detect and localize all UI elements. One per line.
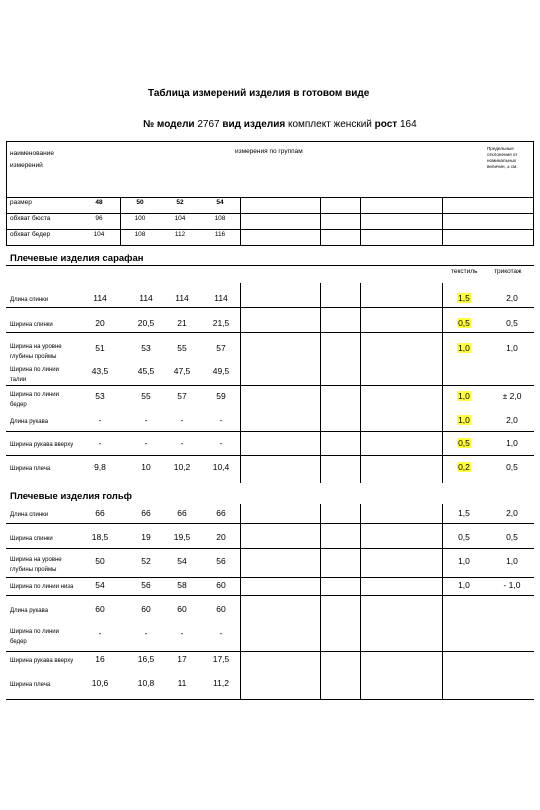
- size-row-value: 104: [174, 215, 186, 222]
- section2-grid-v: [360, 504, 361, 699]
- measure-value: 16,5: [137, 654, 155, 664]
- size-grid-bottom: [6, 245, 534, 246]
- product-kind-label: вид изделия: [222, 119, 286, 130]
- section2-grid-v: [240, 504, 241, 699]
- measure-label: [10, 320, 53, 330]
- measure-value: -: [144, 628, 148, 638]
- size-grid-v5: [442, 197, 443, 245]
- measure-value: -: [98, 438, 102, 448]
- size-row-value: 50: [136, 199, 144, 206]
- table-bottom-rule: [6, 699, 534, 700]
- tolerance-knit: 0,5: [506, 532, 518, 542]
- size-row-label: размер: [10, 199, 32, 206]
- measure-value: 47,5: [173, 366, 191, 376]
- measure-label: [10, 295, 48, 305]
- measure-label-line: Ширина по линии: [10, 367, 59, 373]
- section1-row-rule: [6, 431, 534, 432]
- header-tolerance: Предельные отклонения от номинальных величин, ± см.: [487, 146, 518, 169]
- size-row-value: 100: [134, 215, 146, 222]
- tolerance-knit: 1,0: [506, 556, 518, 566]
- measure-label-line: Ширина плеча: [10, 466, 51, 472]
- measure-value: 20,5: [137, 318, 155, 328]
- measure-label-line: талии: [10, 377, 27, 383]
- model-number: 2767: [197, 119, 220, 130]
- measure-label: [10, 365, 59, 385]
- section1-row-rule: [6, 307, 534, 308]
- section2-row-rule: [6, 523, 534, 524]
- tolerance-knit: 2,0: [506, 508, 518, 518]
- measure-label: [10, 680, 50, 690]
- tolerance-knit: 1,0: [506, 438, 518, 448]
- measure-value: 114: [175, 293, 189, 303]
- size-row-value: 104: [93, 231, 105, 238]
- measure-value: 21,5: [212, 318, 230, 328]
- measure-value: 60: [177, 604, 187, 614]
- measure-label: [10, 510, 48, 520]
- measure-value: 60: [95, 604, 105, 614]
- tolerance-textile-value: 0,2: [458, 462, 470, 472]
- measure-label-line: Длина спинки: [10, 512, 49, 518]
- section2-row-rule: [6, 548, 534, 549]
- measure-value: 66: [141, 508, 151, 518]
- measure-label: [10, 440, 73, 450]
- tolerance-knit: - 1,0: [503, 580, 521, 590]
- measure-value: 56: [216, 556, 226, 566]
- measure-label-line: бедер: [10, 402, 27, 408]
- col-textile-header: текстиль: [451, 268, 478, 275]
- measure-value: -: [219, 438, 223, 448]
- size-grid-v3: [320, 197, 321, 245]
- section2-grid-v: [320, 504, 321, 699]
- measure-label: [10, 534, 53, 544]
- tolerance-textile-value: 1,0: [458, 415, 470, 425]
- height-label: рост: [374, 119, 398, 130]
- measure-label-line: глубины проймы: [10, 567, 57, 573]
- measure-label-line: Ширина на уровне: [10, 344, 62, 350]
- header-name-col: наименование измерений: [10, 150, 54, 169]
- size-row-value: 54: [216, 199, 224, 206]
- tolerance-knit: 1,0: [506, 343, 518, 353]
- measure-value: 57: [216, 343, 226, 353]
- measure-label-line: глубины проймы: [10, 354, 57, 360]
- measure-value: 60: [216, 580, 226, 590]
- measure-label-line: Ширина по линии низа: [10, 584, 74, 590]
- tolerance-textile-value: 1,5: [458, 293, 470, 303]
- measure-value: -: [144, 415, 148, 425]
- table-border-left: [6, 141, 7, 246]
- measure-label: [10, 390, 59, 410]
- measure-label-line: Ширина рукава вверху: [10, 442, 74, 448]
- measure-value: 52: [141, 556, 151, 566]
- measure-value: 19,5: [173, 532, 191, 542]
- measure-value: -: [98, 415, 102, 425]
- section2-row-rule: [6, 651, 534, 652]
- measure-label-line: Длина спинки: [10, 297, 49, 303]
- measure-value: 18,5: [91, 532, 109, 542]
- measure-value: 50: [95, 556, 105, 566]
- tolerance-knit: 0,5: [506, 462, 518, 472]
- measure-value: 43,5: [91, 366, 109, 376]
- measure-value: -: [180, 438, 184, 448]
- size-row-label: обхват бюста: [10, 215, 51, 222]
- measure-label: [10, 342, 62, 362]
- measure-value: 11: [177, 678, 187, 688]
- measure-value: 10: [141, 462, 151, 472]
- measure-value: 17: [177, 654, 187, 664]
- measure-value: 66: [95, 508, 105, 518]
- size-row-value: 116: [214, 231, 226, 238]
- measure-value: 59: [216, 391, 226, 401]
- header-groups: измерения по группам: [235, 148, 303, 155]
- section1-grid-v-long: [360, 283, 361, 483]
- measure-value: 16: [95, 654, 105, 664]
- size-row-label: обхват бедер: [10, 231, 51, 238]
- size-grid-top: [6, 197, 534, 198]
- tolerance-textile-value: 1,0: [458, 343, 470, 353]
- measure-value: 9,8: [94, 462, 106, 472]
- section1-row-rule: [6, 455, 534, 456]
- measure-label-line: Ширина спинки: [10, 536, 53, 542]
- tolerance-textile-value: 0,5: [458, 318, 470, 328]
- measure-value: -: [180, 415, 184, 425]
- measure-value: 10,2: [173, 462, 191, 472]
- measure-value: 10,8: [137, 678, 155, 688]
- measure-label: [10, 582, 73, 592]
- size-row-value: 52: [176, 199, 184, 206]
- section1-row-rule: [6, 332, 534, 333]
- section2-row-rule: [6, 577, 534, 578]
- tolerance-knit: 2,0: [506, 293, 518, 303]
- size-grid-row2: [6, 229, 534, 230]
- measure-value: 55: [177, 343, 187, 353]
- measure-label: [10, 417, 48, 427]
- measure-value: -: [219, 415, 223, 425]
- measure-label: [10, 606, 48, 616]
- product-kind: комплект женский: [287, 119, 372, 130]
- tolerance-textile-value: 0,5: [458, 438, 470, 448]
- measure-label-line: Ширина рукава вверху: [10, 658, 74, 664]
- section2-title: Плечевые изделия гольф: [10, 491, 132, 502]
- size-row-value: 108: [214, 215, 226, 222]
- measure-value: 54: [95, 580, 105, 590]
- measure-label-line: Ширина по линии: [10, 392, 59, 398]
- measure-value: 17,5: [212, 654, 230, 664]
- measure-value: 19: [141, 532, 151, 542]
- measure-label-line: Ширина на уровне: [10, 557, 62, 563]
- measure-value: 10,4: [212, 462, 230, 472]
- section2-row-rule: [6, 595, 534, 596]
- section1-row-rule: [6, 385, 534, 386]
- size-grid-v4: [360, 197, 361, 245]
- col-knit-header: трикотаж: [494, 268, 522, 275]
- table-border-right: [533, 141, 534, 246]
- measure-value: 60: [216, 604, 226, 614]
- measure-value: 114: [139, 293, 153, 303]
- tolerance-textile-value: 1,5: [458, 508, 470, 518]
- page-title: Таблица измерений изделия в готовом виде: [148, 88, 370, 99]
- measure-label-line: Ширина спинки: [10, 322, 53, 328]
- measure-value: 57: [177, 391, 187, 401]
- section1-grid-v-long: [240, 283, 241, 483]
- size-row-value: 48: [95, 199, 103, 206]
- measure-value: -: [98, 628, 102, 638]
- measure-value: 53: [141, 343, 151, 353]
- measure-value: 114: [214, 293, 228, 303]
- size-row-value: 108: [134, 231, 146, 238]
- measure-value: 55: [141, 391, 151, 401]
- tolerance-knit: 2,0: [506, 415, 518, 425]
- measure-value: 54: [177, 556, 187, 566]
- table-border-top: [6, 141, 534, 142]
- measure-value: 20: [216, 532, 226, 542]
- size-grid-row1: [6, 213, 534, 214]
- measure-label-line: Ширина плеча: [10, 682, 51, 688]
- measure-value: 66: [177, 508, 187, 518]
- measure-value: 114: [93, 293, 107, 303]
- measure-label: [10, 555, 62, 575]
- measure-value: 66: [216, 508, 226, 518]
- size-row-value: 96: [95, 215, 103, 222]
- model-prefix: № модели: [143, 119, 195, 130]
- measure-value: -: [180, 628, 184, 638]
- model-line: [143, 119, 417, 130]
- tolerance-knit: ± 2,0: [502, 391, 522, 401]
- height-value: 164: [399, 119, 417, 130]
- tolerance-knit: 0,5: [506, 318, 518, 328]
- measure-value: 45,5: [137, 366, 155, 376]
- measure-value: -: [219, 628, 223, 638]
- measure-value: 49,5: [212, 366, 230, 376]
- measure-value: 20: [95, 318, 105, 328]
- section2-grid-v: [442, 504, 443, 699]
- measure-value: 10,6: [91, 678, 109, 688]
- tolerance-textile-value: 0,5: [458, 532, 470, 542]
- measure-value: -: [144, 438, 148, 448]
- measure-label: [10, 627, 59, 647]
- section1-grid-v-long: [320, 283, 321, 483]
- tolerance-textile-value: 1,0: [458, 556, 470, 566]
- size-row-value: 112: [174, 231, 186, 238]
- measure-label-line: Ширина по линии: [10, 629, 59, 635]
- measure-value: 60: [141, 604, 151, 614]
- section1-rule: [6, 265, 534, 266]
- measure-value: 56: [141, 580, 151, 590]
- tolerance-textile-value: 1,0: [458, 391, 470, 401]
- measure-value: 11,2: [213, 678, 229, 688]
- measure-label-line: Длина рукава: [10, 608, 49, 614]
- measure-label: [10, 464, 50, 474]
- section1-title: Плечевые изделия сарафан: [10, 253, 144, 264]
- measure-value: 21: [177, 318, 187, 328]
- measure-label-line: бедер: [10, 639, 27, 645]
- measure-value: 58: [177, 580, 187, 590]
- measure-label-line: Длина рукава: [10, 419, 49, 425]
- measure-value: 53: [95, 391, 105, 401]
- measure-label: [10, 656, 73, 666]
- section1-grid-v-long: [442, 283, 443, 483]
- tolerance-textile-value: 1,0: [458, 580, 470, 590]
- measure-value: 51: [95, 343, 105, 353]
